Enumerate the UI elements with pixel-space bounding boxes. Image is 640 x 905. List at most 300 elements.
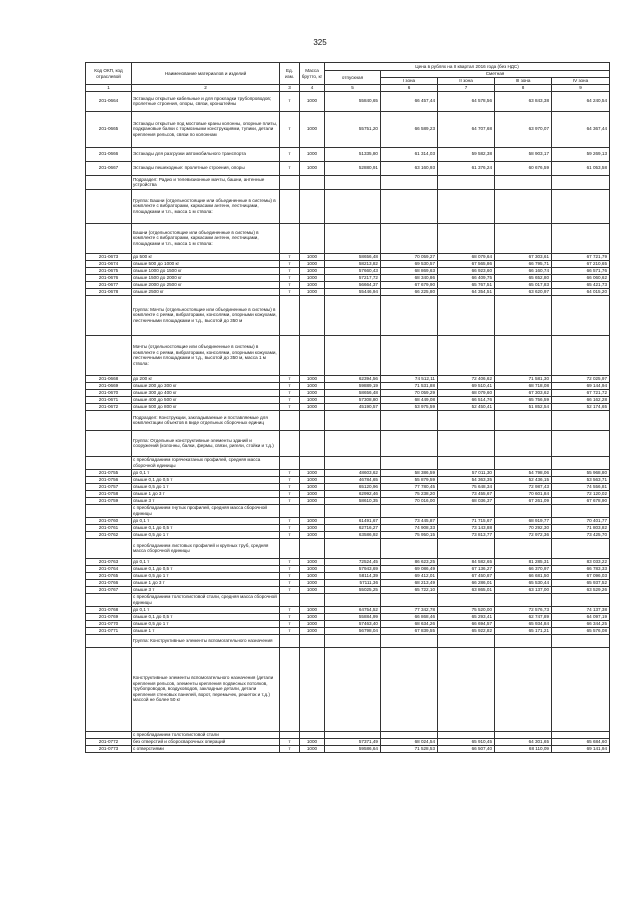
- cell-name: без отверстий и сборосварочных операций: [132, 738, 280, 745]
- cell-name: свыше 2500 кг: [132, 288, 280, 295]
- cell-name: с преобладанием горячекатаных профилей, средняя масса сборочной единицы: [132, 456, 280, 469]
- cell-zone-1-price: [381, 593, 438, 606]
- header-zone-3: III зона: [495, 78, 552, 85]
- cell-zone-3-price: [495, 335, 552, 375]
- cell-zone-2-price: [438, 410, 495, 430]
- cell-zone-2-price: 65 293,41: [438, 613, 495, 620]
- table-row: [86, 517, 610, 524]
- cell-zone-2-price: [438, 634, 495, 647]
- cell-name: свыше 0,1 до 0,5 т: [132, 565, 280, 572]
- cell-release-price: 48603,62: [325, 469, 381, 476]
- cell-zone-4-price: 67 678,90: [552, 497, 610, 504]
- cell-zone-2-price: [438, 647, 495, 731]
- cell-unit: т: [280, 267, 300, 274]
- cell-zone-4-price: [552, 456, 610, 469]
- cell-zone-2-price: 65 767,51: [438, 281, 495, 288]
- cell-release-price: [325, 504, 381, 517]
- table-row: [86, 382, 610, 389]
- cell-mass: 1000: [300, 375, 325, 382]
- table-row: [86, 572, 610, 579]
- header-zone-4: IV зона: [552, 78, 610, 85]
- cell-zone-3-price: 72 987,43: [495, 483, 552, 490]
- cell-unit: т: [280, 565, 300, 572]
- cell-code: 201-0668: [86, 375, 132, 382]
- cell-name: свыше 200 до 300 кг: [132, 382, 280, 389]
- cell-zone-2-price: [438, 731, 495, 738]
- cell-name: Группа: Башни (отдельностоящие или объединенные в системы) в комплекте с вибраторами, каркасами антенн, лестницами, площадками и т.п., масса 1 м ствола:: [132, 189, 280, 223]
- header-unit: Ед. изм.: [280, 63, 300, 85]
- cell-release-price: 65120,96: [325, 483, 381, 490]
- cell-name: Мачты (отдельностоящие или объединенные в системы) в комплекте с реями, вибраторами, консолями, опорными кожухами, лестничными площадками и т.д., высотой до 350 м, масса 1 м ствола:: [132, 335, 280, 375]
- header-zone-2: II зона: [438, 78, 495, 85]
- cell-zone-4-price: [552, 335, 610, 375]
- cell-zone-3-price: 68 110,09: [495, 745, 552, 752]
- cell-mass: 1000: [300, 403, 325, 410]
- cell-unit: [280, 538, 300, 558]
- table-row: [86, 490, 610, 497]
- header-release-price: отпускная: [325, 71, 381, 85]
- cell-zone-3-price: 70 601,84: [495, 490, 552, 497]
- cell-zone-3-price: 65 530,44: [495, 579, 552, 586]
- cell-name: свыше 400 до 500 кг: [132, 396, 280, 403]
- header-code: Код ОКП, код отраслевой: [86, 63, 132, 85]
- table-row: [86, 738, 610, 745]
- table-row: [86, 613, 610, 620]
- cell-code: [86, 335, 132, 375]
- cell-unit: т: [280, 288, 300, 295]
- cell-name: свыше 0,5 до 1 т: [132, 483, 280, 490]
- cell-release-price: [325, 456, 381, 469]
- cell-code: 201-0677: [86, 281, 132, 288]
- cell-zone-3-price: 68 919,77: [495, 517, 552, 524]
- table-row: [86, 403, 610, 410]
- cell-unit: т: [280, 253, 300, 260]
- cell-mass: [300, 456, 325, 469]
- cell-zone-4-price: 65 421,73: [552, 281, 610, 288]
- cell-unit: [280, 295, 300, 335]
- cell-zone-1-price: 61 314,03: [381, 147, 438, 161]
- cell-zone-1-price: [381, 335, 438, 375]
- cell-zone-3-price: 81 285,31: [495, 558, 552, 565]
- cell-mass: 1000: [300, 579, 325, 586]
- cell-mass: [300, 538, 325, 558]
- cell-zone-1-price: 66 225,80: [381, 288, 438, 295]
- cell-zone-2-price: 65 922,82: [438, 627, 495, 634]
- cell-release-price: 59586,64: [325, 745, 381, 752]
- cell-release-price: 57111,36: [325, 579, 381, 586]
- cell-zone-1-price: [381, 456, 438, 469]
- cell-zone-3-price: [495, 175, 552, 189]
- cell-zone-1-price: 55 879,59: [381, 476, 438, 483]
- cell-name: свыше 0,5 до 1 т: [132, 620, 280, 627]
- cell-unit: т: [280, 161, 300, 175]
- cell-zone-2-price: 73 143,88: [438, 524, 495, 531]
- cell-zone-4-price: 61 053,58: [552, 161, 610, 175]
- cell-zone-1-price: 68 213,49: [381, 579, 438, 586]
- cell-mass: [300, 410, 325, 430]
- cell-mass: 1000: [300, 476, 325, 483]
- cell-zone-1-price: [381, 223, 438, 253]
- cell-release-price: 57463,40: [325, 620, 381, 627]
- table-row: [86, 579, 610, 586]
- cell-zone-3-price: [495, 504, 552, 517]
- cell-unit: т: [280, 627, 300, 634]
- cell-unit: т: [280, 517, 300, 524]
- cell-name: до 500 кг: [132, 253, 280, 260]
- cell-name: Башни (отдельностоящие или объединенные в системы) в комплекте с вибраторами, каркасами антенн, лестницами, площадками и т.п., масса 1 м ствола:: [132, 223, 280, 253]
- cell-code: 201-0671: [86, 396, 132, 403]
- cell-zone-3-price: [495, 538, 552, 558]
- table-row: [86, 476, 610, 483]
- cell-name: с преобладанием листовых профилей и крупных труб, средняя масса сборочной единицы: [132, 538, 280, 558]
- cell-code: 201-0664: [86, 91, 132, 111]
- cell-name: Конструктивные элементы вспомогательного назначения (детали крепления рельсов, элементы крепления подвесных потолков, трубопроводов, воздуховодов, закладные детали, детали крепления стеновых панелей, ворот, перемычек, решеток и т.д.) массой не более 50 кг: [132, 647, 280, 731]
- cell-unit: [280, 430, 300, 456]
- table-row: [86, 335, 610, 375]
- cell-mass: 1000: [300, 613, 325, 620]
- table-row: [86, 483, 610, 490]
- cell-name: Эстакады пешеходные: пролетные строения, опоры: [132, 161, 280, 175]
- table-row: [86, 161, 610, 175]
- cell-mass: [300, 430, 325, 456]
- cell-name: Подраздел: Радио и телевизионные мачты, башни, антенные устройства: [132, 175, 280, 189]
- page-number: 325: [313, 38, 327, 47]
- cell-zone-4-price: [552, 731, 610, 738]
- cell-zone-1-price: 70 016,00: [381, 497, 438, 504]
- cell-unit: [280, 189, 300, 223]
- cell-code: 201-0770: [86, 620, 132, 627]
- cell-mass: 1000: [300, 469, 325, 476]
- cell-name: до 0,1 т: [132, 558, 280, 565]
- cell-zone-3-price: 63 970,07: [495, 111, 552, 147]
- cell-zone-4-price: 73 425,70: [552, 531, 610, 538]
- cell-zone-2-price: 66 409,75: [438, 274, 495, 281]
- cell-code: 201-0667: [86, 161, 132, 175]
- cell-mass: 1000: [300, 274, 325, 281]
- table-row: [86, 627, 610, 634]
- table-row: [86, 295, 610, 335]
- cell-unit: т: [280, 375, 300, 382]
- cell-code: 201-0678: [86, 288, 132, 295]
- table-row: [86, 375, 610, 382]
- cell-name: с преобладанием толстолистовой стали, средняя масса сборочной единицы: [132, 593, 280, 606]
- cell-zone-2-price: 54 363,35: [438, 476, 495, 483]
- cell-code: 201-0760: [86, 517, 132, 524]
- cell-unit: [280, 647, 300, 731]
- cell-zone-3-price: 66 795,71: [495, 260, 552, 267]
- cell-zone-2-price: 73 813,77: [438, 531, 495, 538]
- cell-zone-1-price: 69 086,49: [381, 565, 438, 572]
- cell-name: Эстакады открытые под мостовые краны колонны, опорные плиты, подкрановые балки с тормозными конструкциями, тупики, детали крепления рельсов, связи по колоннам: [132, 111, 280, 147]
- cell-zone-4-price: [552, 175, 610, 189]
- cell-mass: 1000: [300, 288, 325, 295]
- cell-zone-3-price: 65 756,59: [495, 396, 552, 403]
- cell-zone-4-price: 66 571,76: [552, 267, 610, 274]
- column-number: 5: [325, 85, 381, 92]
- cell-code: [86, 593, 132, 606]
- cell-code: 201-0773: [86, 745, 132, 752]
- cell-release-price: 57371,49: [325, 738, 381, 745]
- cell-unit: т: [280, 497, 300, 504]
- cell-zone-2-price: 66 923,60: [438, 267, 495, 274]
- cell-zone-3-price: 65 652,80: [495, 274, 552, 281]
- cell-zone-3-price: 72 972,36: [495, 531, 552, 538]
- cell-zone-3-price: [495, 731, 552, 738]
- cell-zone-1-price: 86 623,25: [381, 558, 438, 565]
- cell-zone-3-price: 67 303,61: [495, 253, 552, 260]
- cell-name: Группа: Мачты (отдельностоящие или объединенные в системы) в комплекте с реями, вибраторами, консолями, опорными кожухами, лестничными площадками и т.д., высотой до 350 м: [132, 295, 280, 335]
- cell-zone-4-price: 66 060,62: [552, 274, 610, 281]
- cell-code: 201-0758: [86, 490, 132, 497]
- cell-release-price: 45190,57: [325, 403, 381, 410]
- cell-zone-2-price: [438, 175, 495, 189]
- cell-zone-4-price: 63 529,26: [552, 586, 610, 593]
- cell-code: [86, 410, 132, 430]
- cell-mass: 1000: [300, 524, 325, 531]
- cell-mass: [300, 593, 325, 606]
- cell-zone-2-price: 66 514,76: [438, 396, 495, 403]
- cell-release-price: 58114,39: [325, 572, 381, 579]
- cell-zone-3-price: 65 934,84: [495, 620, 552, 627]
- cell-name: Эстакады для разгрузки автомобильного транспорта: [132, 147, 280, 161]
- cell-release-price: 58213,82: [325, 260, 381, 267]
- cell-code: 201-0771: [86, 627, 132, 634]
- cell-zone-1-price: 68 449,08: [381, 396, 438, 403]
- cell-mass: [300, 731, 325, 738]
- cell-zone-2-price: [438, 538, 495, 558]
- cell-unit: т: [280, 389, 300, 396]
- cell-zone-4-price: 64 240,54: [552, 91, 610, 111]
- cell-zone-2-price: 63 865,01: [438, 586, 495, 593]
- table-row: [86, 565, 610, 572]
- cell-release-price: 55025,25: [325, 586, 381, 593]
- table-row: [86, 524, 610, 531]
- cell-zone-2-price: [438, 456, 495, 469]
- cell-zone-2-price: [438, 295, 495, 335]
- table-row: [86, 274, 610, 281]
- cell-release-price: [325, 223, 381, 253]
- cell-code: 201-0765: [86, 572, 132, 579]
- cell-zone-1-price: 77 780,45: [381, 483, 438, 490]
- cell-zone-2-price: 75 648,34: [438, 483, 495, 490]
- table-row: [86, 731, 610, 738]
- cell-zone-4-price: 64 367,44: [552, 111, 610, 147]
- cell-code: 201-0665: [86, 111, 132, 147]
- cell-name: свыше 0,5 до 1 т: [132, 572, 280, 579]
- cell-name: с преобладанием толстолистовой стали: [132, 731, 280, 738]
- cell-release-price: 57943,69: [325, 565, 381, 572]
- table-row: [86, 175, 610, 189]
- cell-mass: 1000: [300, 161, 325, 175]
- cell-code: [86, 430, 132, 456]
- cell-zone-4-price: [552, 647, 610, 731]
- cell-mass: [300, 295, 325, 335]
- cell-zone-1-price: 70 059,29: [381, 389, 438, 396]
- cell-zone-3-price: 62 747,89: [495, 613, 552, 620]
- cell-code: 201-0763: [86, 558, 132, 565]
- cell-zone-2-price: [438, 593, 495, 606]
- cell-zone-4-price: [552, 295, 610, 335]
- cell-release-price: 58656,48: [325, 253, 381, 260]
- cell-name: свыше 0,1 до 0,5 т: [132, 476, 280, 483]
- cell-zone-4-price: 83 033,22: [552, 558, 610, 565]
- cell-mass: 1000: [300, 396, 325, 403]
- cell-zone-4-price: 69 144,94: [552, 382, 610, 389]
- table-row: [86, 620, 610, 627]
- table-row: [86, 189, 610, 223]
- header-price-group: Цена в рублях на II квартал 2016 года (без НДС): [325, 63, 610, 71]
- table-row: [86, 288, 610, 295]
- cell-zone-4-price: 66 783,33: [552, 565, 610, 572]
- cell-release-price: 55884,99: [325, 613, 381, 620]
- cell-mass: 1000: [300, 490, 325, 497]
- cell-unit: т: [280, 586, 300, 593]
- cell-code: 201-0669: [86, 382, 132, 389]
- cell-zone-3-price: [495, 410, 552, 430]
- cell-zone-4-price: 64 015,20: [552, 288, 610, 295]
- cell-zone-2-price: 52 450,41: [438, 403, 495, 410]
- cell-code: 201-0676: [86, 274, 132, 281]
- cell-release-price: 72524,45: [325, 558, 381, 565]
- cell-zone-1-price: 58 386,59: [381, 469, 438, 476]
- cell-zone-1-price: 66 589,23: [381, 111, 438, 147]
- cell-zone-3-price: 64 301,65: [495, 738, 552, 745]
- cell-zone-4-price: 66 344,25: [552, 620, 610, 627]
- cell-zone-3-price: [495, 295, 552, 335]
- cell-unit: [280, 335, 300, 375]
- table-row: [86, 253, 610, 260]
- cell-code: 201-0672: [86, 403, 132, 410]
- cell-unit: [280, 593, 300, 606]
- cell-zone-1-price: 74 908,33: [381, 524, 438, 531]
- cell-zone-4-price: 67 721,79: [552, 253, 610, 260]
- cell-zone-4-price: 65 684,60: [552, 738, 610, 745]
- cell-zone-1-price: [381, 410, 438, 430]
- cell-code: 201-0768: [86, 606, 132, 613]
- cell-release-price: 58656,48: [325, 389, 381, 396]
- cell-mass: 1000: [300, 606, 325, 613]
- cell-release-price: [325, 647, 381, 731]
- table-row: [86, 497, 610, 504]
- cell-release-price: 56664,37: [325, 281, 381, 288]
- cell-zone-3-price: 66 160,74: [495, 267, 552, 274]
- cell-release-price: [325, 538, 381, 558]
- cell-code: 201-0757: [86, 483, 132, 490]
- cell-zone-2-price: 66 694,57: [438, 620, 495, 627]
- cell-name: свыше 2000 до 2500 кг: [132, 281, 280, 288]
- table-row: [86, 586, 610, 593]
- cell-zone-4-price: [552, 504, 610, 517]
- cell-unit: т: [280, 606, 300, 613]
- cell-zone-4-price: [552, 189, 610, 223]
- column-number: 7: [438, 85, 495, 92]
- cell-name: с преобладанием гнутых профилей, средняя масса сборочной единицы: [132, 504, 280, 517]
- cell-code: 201-0766: [86, 579, 132, 586]
- cell-name: свыше 0,1 до 0,5 т: [132, 524, 280, 531]
- cell-zone-3-price: 58 903,17: [495, 147, 552, 161]
- cell-unit: т: [280, 476, 300, 483]
- cell-unit: т: [280, 572, 300, 579]
- cell-release-price: [325, 175, 381, 189]
- cell-zone-3-price: 66 681,50: [495, 572, 552, 579]
- cell-mass: 1000: [300, 483, 325, 490]
- cell-zone-2-price: 84 582,65: [438, 558, 495, 565]
- column-number: 6: [381, 85, 438, 92]
- cell-release-price: 57308,80: [325, 396, 381, 403]
- column-numbers-row: [86, 85, 610, 92]
- cell-mass: [300, 647, 325, 731]
- cell-zone-1-price: 75 950,15: [381, 531, 438, 538]
- cell-zone-3-price: 54 798,06: [495, 469, 552, 476]
- cell-name: Группа: Конструктивные элементы вспомогательного назначения: [132, 634, 280, 647]
- cell-zone-3-price: 52 436,15: [495, 476, 552, 483]
- cell-zone-3-price: 63 843,38: [495, 91, 552, 111]
- cell-zone-2-price: 69 510,41: [438, 382, 495, 389]
- cell-zone-3-price: [495, 456, 552, 469]
- table-row: [86, 410, 610, 430]
- cell-zone-4-price: 65 937,52: [552, 579, 610, 586]
- cell-release-price: 64754,52: [325, 606, 381, 613]
- cell-mass: [300, 189, 325, 223]
- cell-mass: [300, 504, 325, 517]
- column-number: 1: [86, 85, 132, 92]
- cell-unit: т: [280, 396, 300, 403]
- cell-zone-2-price: 68 079,60: [438, 389, 495, 396]
- cell-zone-1-price: 66 868,46: [381, 613, 438, 620]
- cell-mass: 1000: [300, 627, 325, 634]
- cell-code: [86, 647, 132, 731]
- cell-zone-3-price: 51 852,54: [495, 403, 552, 410]
- cell-mass: 1000: [300, 389, 325, 396]
- cell-zone-1-price: 70 059,27: [381, 253, 438, 260]
- cell-zone-4-price: 72 120,02: [552, 490, 610, 497]
- cell-mass: [300, 335, 325, 375]
- cell-release-price: 61491,67: [325, 517, 381, 524]
- cell-zone-1-price: 69 530,57: [381, 260, 438, 267]
- cell-zone-4-price: 71 803,82: [552, 524, 610, 531]
- cell-unit: т: [280, 613, 300, 620]
- table-body: [86, 91, 610, 752]
- cell-zone-4-price: [552, 593, 610, 606]
- cell-zone-1-price: 68 340,86: [381, 274, 438, 281]
- cell-unit: т: [280, 531, 300, 538]
- table-row: [86, 606, 610, 613]
- table-row: [86, 147, 610, 161]
- cell-zone-3-price: 71 581,30: [495, 375, 552, 382]
- header-estimate: Сметная: [381, 71, 610, 78]
- cell-zone-1-price: 77 342,78: [381, 606, 438, 613]
- table-row: [86, 396, 610, 403]
- cell-release-price: [325, 410, 381, 430]
- cell-mass: 1000: [300, 565, 325, 572]
- cell-code: [86, 538, 132, 558]
- cell-code: 201-0675: [86, 267, 132, 274]
- cell-zone-1-price: [381, 430, 438, 456]
- cell-zone-1-price: 66 457,44: [381, 91, 438, 111]
- cell-mass: 1000: [300, 281, 325, 288]
- cell-name: свыше 1000 до 1500 кг: [132, 267, 280, 274]
- cell-zone-4-price: 72 025,97: [552, 375, 610, 382]
- cell-zone-4-price: 59 269,13: [552, 147, 610, 161]
- cell-zone-4-price: 53 563,71: [552, 476, 610, 483]
- cell-zone-1-price: 74 512,11: [381, 375, 438, 382]
- cell-code: 201-0772: [86, 738, 132, 745]
- cell-zone-1-price: [381, 175, 438, 189]
- cell-name: свыше 1 до 3 т: [132, 579, 280, 586]
- cell-zone-2-price: 67 565,86: [438, 260, 495, 267]
- table-row: [86, 111, 610, 147]
- cell-zone-2-price: 72 406,62: [438, 375, 495, 382]
